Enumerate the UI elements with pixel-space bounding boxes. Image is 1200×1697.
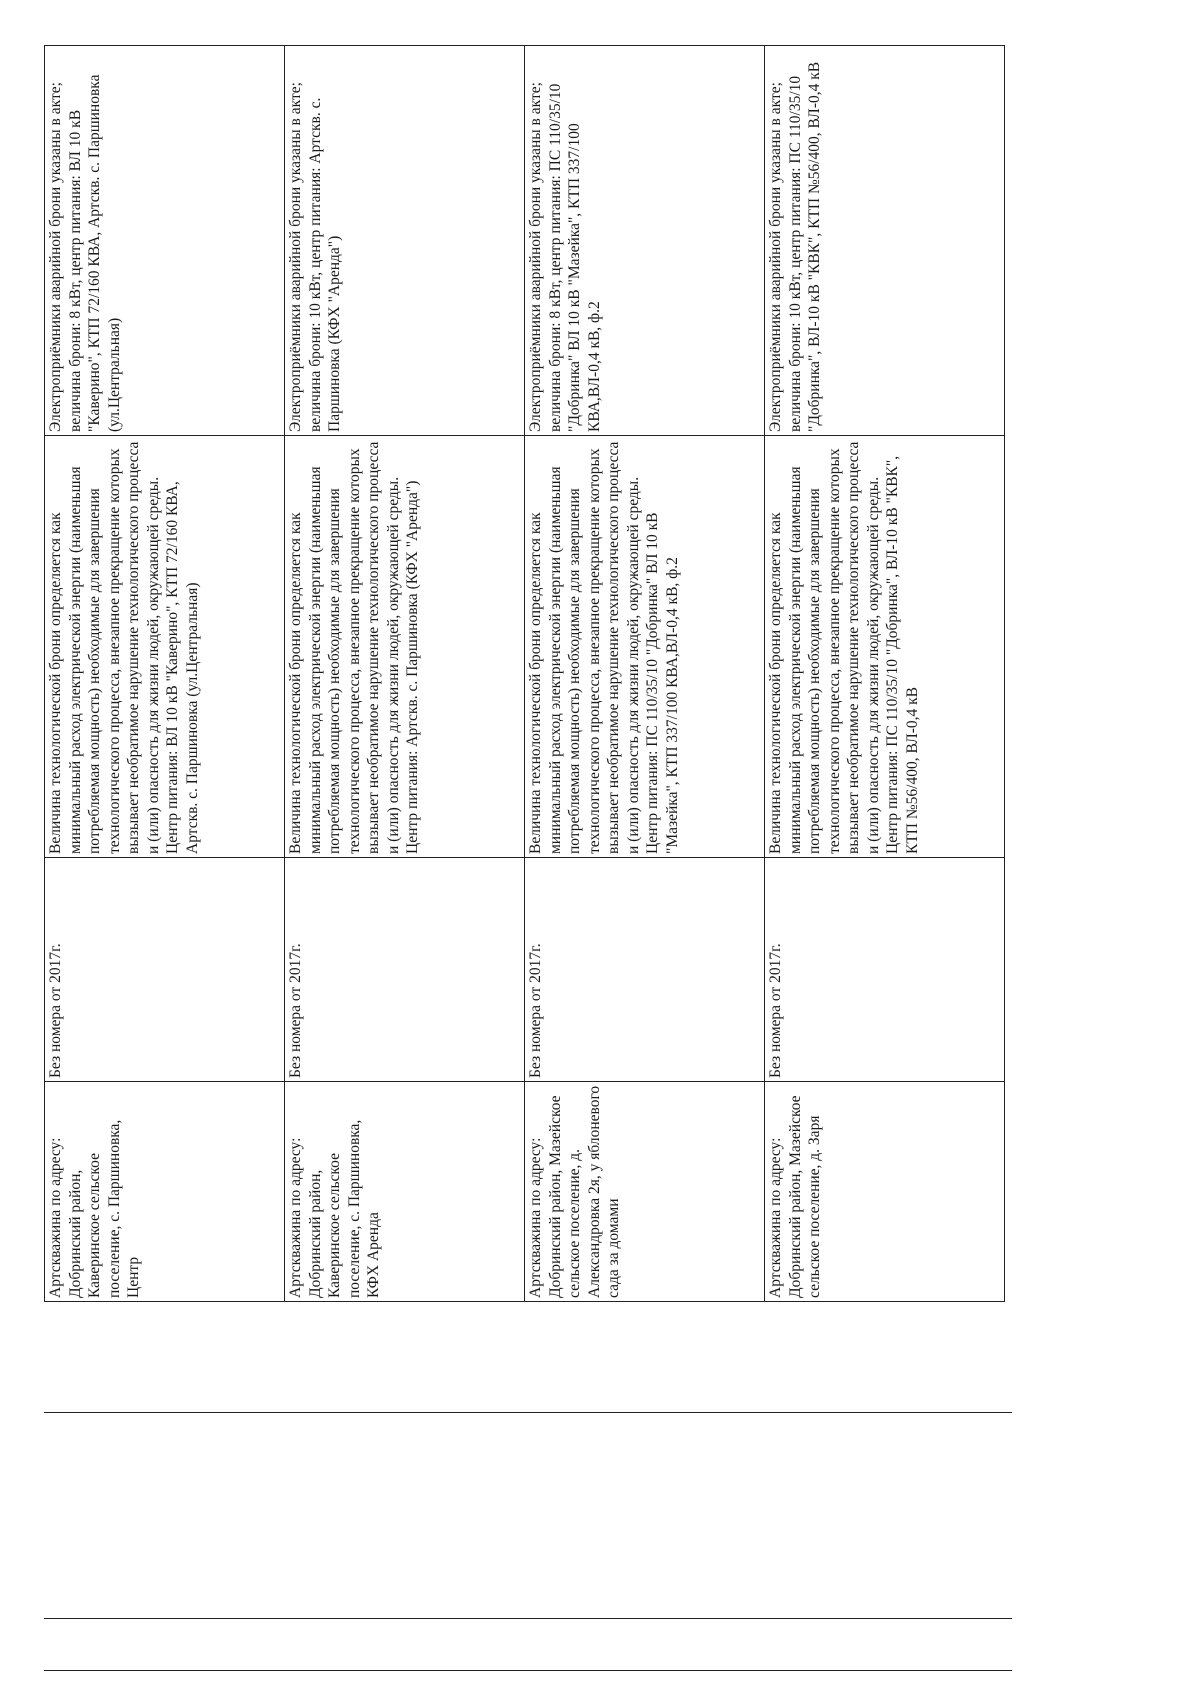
table-row — [525, 46, 765, 1302]
table-row — [45, 46, 285, 1302]
reserve-table — [44, 45, 1005, 1302]
rotated-page-content — [40, 0, 1015, 1697]
technological-reserve-cell: Величина технологической брони определяется как минимальный расход электрической энергии (наименьшая потребляемая мощность) необходимые для завершения технологического процесса, внезапное прекращение которых вызывает необратимое нарушение технологического процесса и (или) опасность для жизни людей, окружающей среды. Центр питания: ВЛ 10 кВ "Каверино", КТП 72/160 КВА, Артскв. с. Паршиновка (ул.Центральная) — [45, 436, 285, 858]
document-cell: Без номера от 2017г. — [765, 858, 1005, 1082]
document-cell: Без номера от 2017г. — [45, 858, 285, 1082]
divider-line — [44, 1670, 1012, 1671]
emergency-reserve-cell: Электроприёмники аварийной брони указаны в акте; величина брони: 8 кВт, центр питания: ВЛ 10 кВ "Каверино", КТП 72/160 КВА, Артскв. с. Паршиновка (ул.Центральная) — [45, 46, 285, 436]
address-cell: Артскважина по адресу: Добринский район, Каверинское сельское поселение, с. Паршиновка, КФХ Аренда — [285, 1082, 525, 1302]
emergency-reserve-cell: Электроприёмники аварийной брони указаны в акте; величина брони: 10 кВт, центр питания: ПС 110/35/10 "Добринка", ВЛ-10 кВ "КВК", КТП №56/400, ВЛ-0,4 кВ — [765, 46, 1005, 436]
address-cell: Артскважина по адресу: Добринский район, Каверинское сельское поселение, с. Паршиновка, Центр — [45, 1082, 285, 1302]
table-row — [285, 46, 525, 1302]
emergency-reserve-cell: Электроприёмники аварийной брони указаны в акте; величина брони: 8 кВт, центр питания: ПС 110/35/10 "Добринка" ВЛ 10 кВ "Мазейка", КТП 337/100 КВА,ВЛ-0,4 кВ, ф.2 — [525, 46, 765, 436]
document-cell: Без номера от 2017г. — [285, 858, 525, 1082]
emergency-reserve-cell: Электроприёмники аварийной брони указаны в акте; величина брони: 10 кВт, центр питания: Артскв. с. Паршиновка (КФХ "Аренда") — [285, 46, 525, 436]
document-cell: Без номера от 2017г. — [525, 858, 765, 1082]
address-cell: Артскважина по адресу: Добринский район, Мазейское сельское поселение, д. Александровка 2я, у яблоневого сада за домами — [525, 1082, 765, 1302]
technological-reserve-cell: Величина технологической брони определяется как минимальный расход электрической энергии (наименьшая потребляемая мощность) необходимые для завершения технологического процесса, внезапное прекращение которых вызывает необратимое нарушение технологического процесса и (или) опасность для жизни людей, окружающей среды. Центр питания: ПС 110/35/10 "Добринка" ВЛ 10 кВ "Мазейка", КТП 337/100 КВА,ВЛ-0,4 кВ, ф.2 — [525, 436, 765, 858]
technological-reserve-cell: Величина технологической брони определяется как минимальный расход электрической энергии (наименьшая потребляемая мощность) необходимые для завершения технологического процесса, внезапное прекращение которых вызывает необратимое нарушение технологического процесса и (или) опасность для жизни людей, окружающей среды. Центр питания: Артскв. с. Паршиновка (КФХ "Аренда") — [285, 436, 525, 858]
divider-line — [44, 1618, 1012, 1619]
technological-reserve-cell: Величина технологической брони определяется как минимальный расход электрической энергии (наименьшая потребляемая мощность) необходимые для завершения технологического процесса, внезапное прекращение которых вызывает необратимое нарушение технологического процесса и (или) опасность для жизни людей, окружающей среды. Центр питания: ПС 110/35/10 "Добринка", ВЛ-10 кВ "КВК", КТП №56/400, ВЛ-0,4 кВ — [765, 436, 1005, 858]
divider-line — [44, 1412, 1012, 1413]
address-cell: Артскважина по адресу: Добринский район, Мазейское сельское поселение, д. Заря — [765, 1082, 1005, 1302]
table-row — [765, 46, 1005, 1302]
